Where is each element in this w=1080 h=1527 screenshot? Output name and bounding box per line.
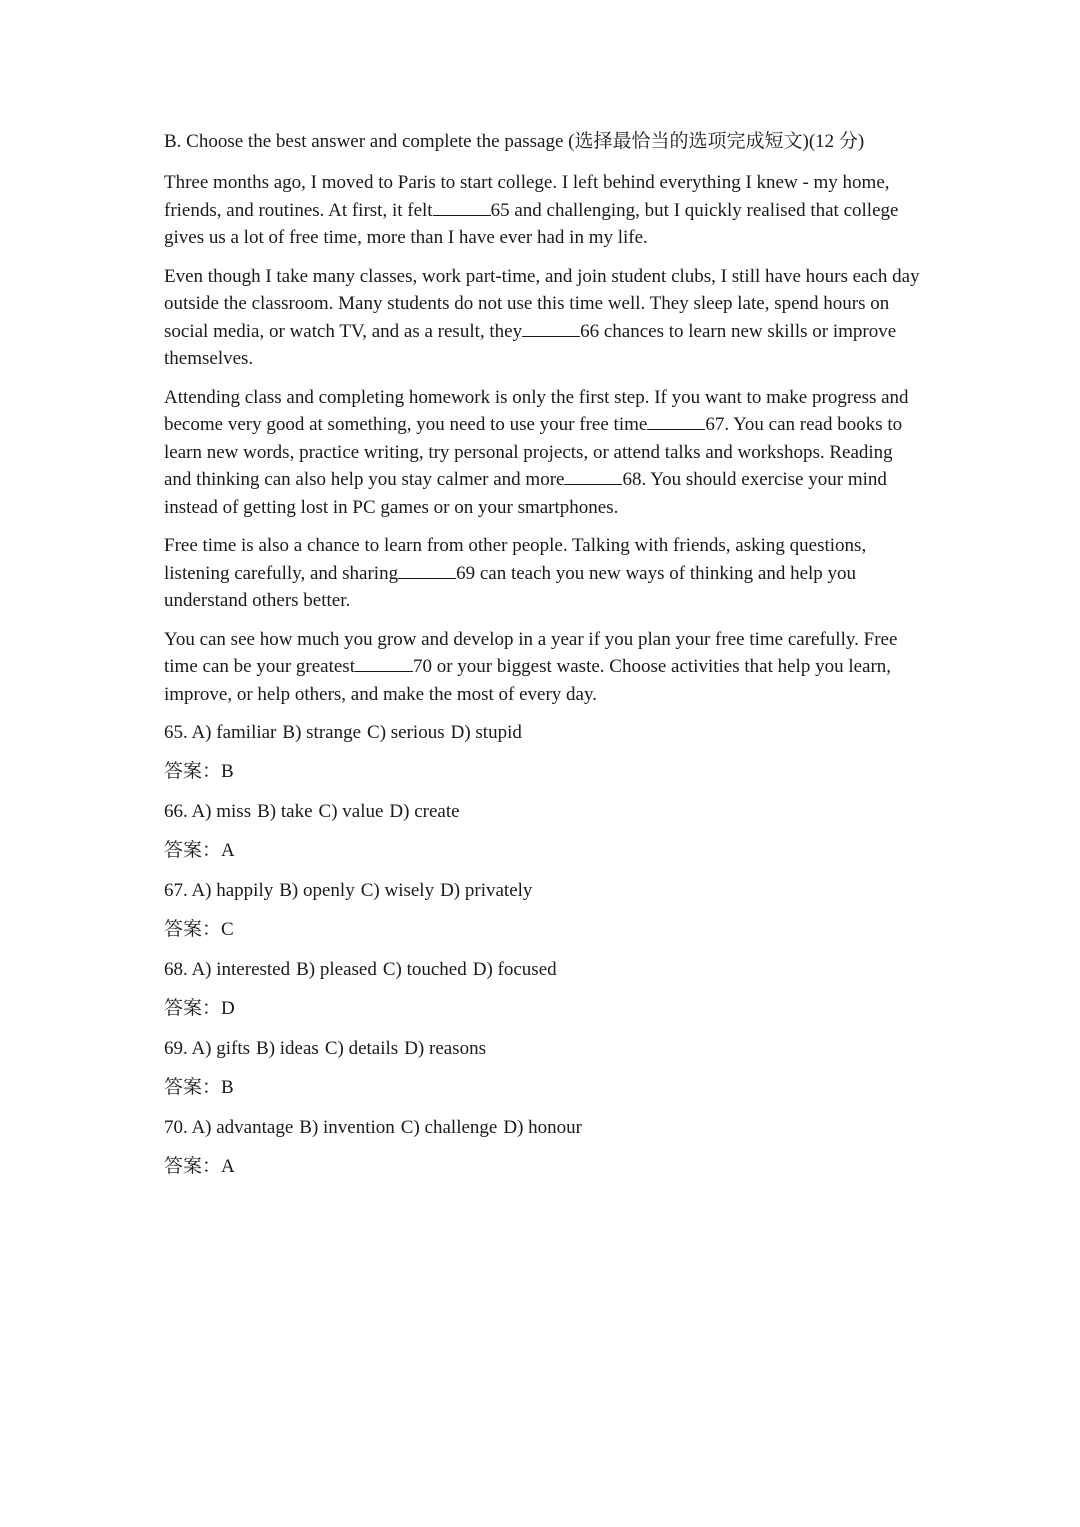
- passage-paragraph-2: [164, 263, 924, 373]
- paragraph-text: Even though I take many classes, work part-time, and join student clubs, I still have hours each day outside the classroom. Many students do not use this time well. They sleep late, spend hours on social media, or watch TV, and as a result, they: [164, 265, 920, 342]
- question-options: [164, 1114, 924, 1141]
- passage: [164, 169, 924, 708]
- answer-label: 答案：: [164, 761, 222, 782]
- option-d: D) focused: [472, 959, 557, 980]
- question-68: [164, 956, 924, 1022]
- option-b: B) invention: [299, 1117, 395, 1138]
- answer-value: B: [221, 1077, 234, 1098]
- answer-line: [164, 758, 924, 785]
- answer-value: B: [221, 761, 234, 782]
- answer-line: [164, 995, 924, 1022]
- answer-label: 答案：: [164, 998, 222, 1019]
- option-a: A) advantage: [191, 1117, 294, 1138]
- option-a: A) gifts: [191, 1038, 251, 1059]
- option-c: C) touched: [382, 959, 467, 980]
- question-67: [164, 877, 924, 943]
- question-options: [164, 956, 924, 983]
- question-number: 67.: [164, 880, 188, 901]
- question-number: 66.: [164, 801, 188, 822]
- option-b: B) strange: [282, 722, 362, 743]
- option-c: C) value: [318, 801, 384, 822]
- paragraph-text: You can see how much you grow and develop in a year if you plan your free time carefully. Free time can be your greatest: [164, 628, 898, 677]
- option-d: D) stupid: [450, 722, 522, 743]
- answer-label: 答案：: [164, 919, 222, 940]
- option-d: D) honour: [503, 1117, 582, 1138]
- question-number: 68.: [164, 959, 188, 980]
- answer-label: 答案：: [164, 840, 222, 861]
- option-b: B) openly: [279, 880, 355, 901]
- question-options: [164, 719, 924, 746]
- option-b: B) ideas: [256, 1038, 319, 1059]
- answer-blank-69: [398, 562, 456, 579]
- option-a: A) miss: [191, 801, 252, 822]
- paragraph-text: 67. You can read books to learn new words, practice writing, try personal projects, or attend talks and workshops. Reading and thinking can also help you stay calmer and more: [164, 414, 903, 490]
- question-options: [164, 877, 924, 904]
- question-69: [164, 1035, 924, 1101]
- answer-value: D: [221, 998, 235, 1019]
- question-number: 65.: [164, 722, 188, 743]
- answer-blank-67: [647, 413, 705, 430]
- option-c: C) wisely: [360, 880, 435, 901]
- answer-blank-65: [433, 199, 491, 216]
- paragraph-text: Free time is also a chance to learn from other people. Talking with friends, asking questions, listening carefully, and sharing: [164, 535, 867, 584]
- paragraph-text: 66 chances to learn new skills or improve themselves.: [164, 320, 897, 369]
- option-d: D) create: [389, 801, 460, 822]
- option-a: A) familiar: [191, 722, 277, 743]
- answer-label: 答案：: [164, 1156, 222, 1177]
- document-body: [164, 128, 924, 1193]
- answer-blank-68: [564, 468, 622, 485]
- question-options: [164, 1035, 924, 1062]
- answer-value: A: [221, 1156, 235, 1177]
- option-c: C) details: [324, 1038, 399, 1059]
- question-70: [164, 1114, 924, 1180]
- paragraph-text: 70 or your biggest waste. Choose activities that help you learn, improve, or help others, and make the most of every day.: [164, 656, 892, 705]
- passage-paragraph-4: [164, 532, 924, 615]
- section-heading: B. Choose the best answer and complete the passage (选择最恰当的选项完成短文)(12 分): [164, 131, 865, 152]
- option-d: D) reasons: [404, 1038, 486, 1059]
- answer-blank-66: [522, 320, 580, 337]
- option-b: B) pleased: [296, 959, 377, 980]
- option-d: D) privately: [440, 880, 533, 901]
- option-a: A) interested: [191, 959, 291, 980]
- answer-value: A: [221, 840, 235, 861]
- passage-paragraph-1: [164, 169, 924, 252]
- option-b: B) take: [257, 801, 313, 822]
- question-options: [164, 798, 924, 825]
- answer-line: [164, 1074, 924, 1101]
- paragraph-text: 69 can teach you new ways of thinking and help you understand others better.: [164, 562, 857, 611]
- passage-paragraph-5: [164, 626, 924, 709]
- answer-blank-70: [355, 655, 413, 672]
- question-list: [164, 719, 924, 1180]
- option-c: C) serious: [367, 722, 445, 743]
- answer-label: 答案：: [164, 1077, 222, 1098]
- question-number: 70.: [164, 1117, 188, 1138]
- answer-line: [164, 916, 924, 943]
- paragraph-text: Attending class and completing homework is only the first step. If you want to make progress and become very good at something, you need to use your free time: [164, 386, 909, 435]
- passage-paragraph-3: [164, 384, 924, 522]
- question-65: [164, 719, 924, 785]
- option-c: C) challenge: [400, 1117, 498, 1138]
- answer-value: C: [221, 919, 234, 940]
- paragraph-text: 65 and challenging, but I quickly realised that college gives us a lot of free time, more than I have ever had in my life.: [164, 199, 899, 248]
- paragraph-text: Three months ago, I moved to Paris to start college. I left behind everything I knew - my home, friends, and routines. At first, it felt: [164, 172, 890, 221]
- answer-line: [164, 837, 924, 864]
- question-number: 69.: [164, 1038, 188, 1059]
- answer-line: [164, 1153, 924, 1180]
- option-a: A) happily: [191, 880, 274, 901]
- question-66: [164, 798, 924, 864]
- paragraph-text: 68. You should exercise your mind instead of getting lost in PC games or on your smartphones.: [164, 469, 887, 518]
